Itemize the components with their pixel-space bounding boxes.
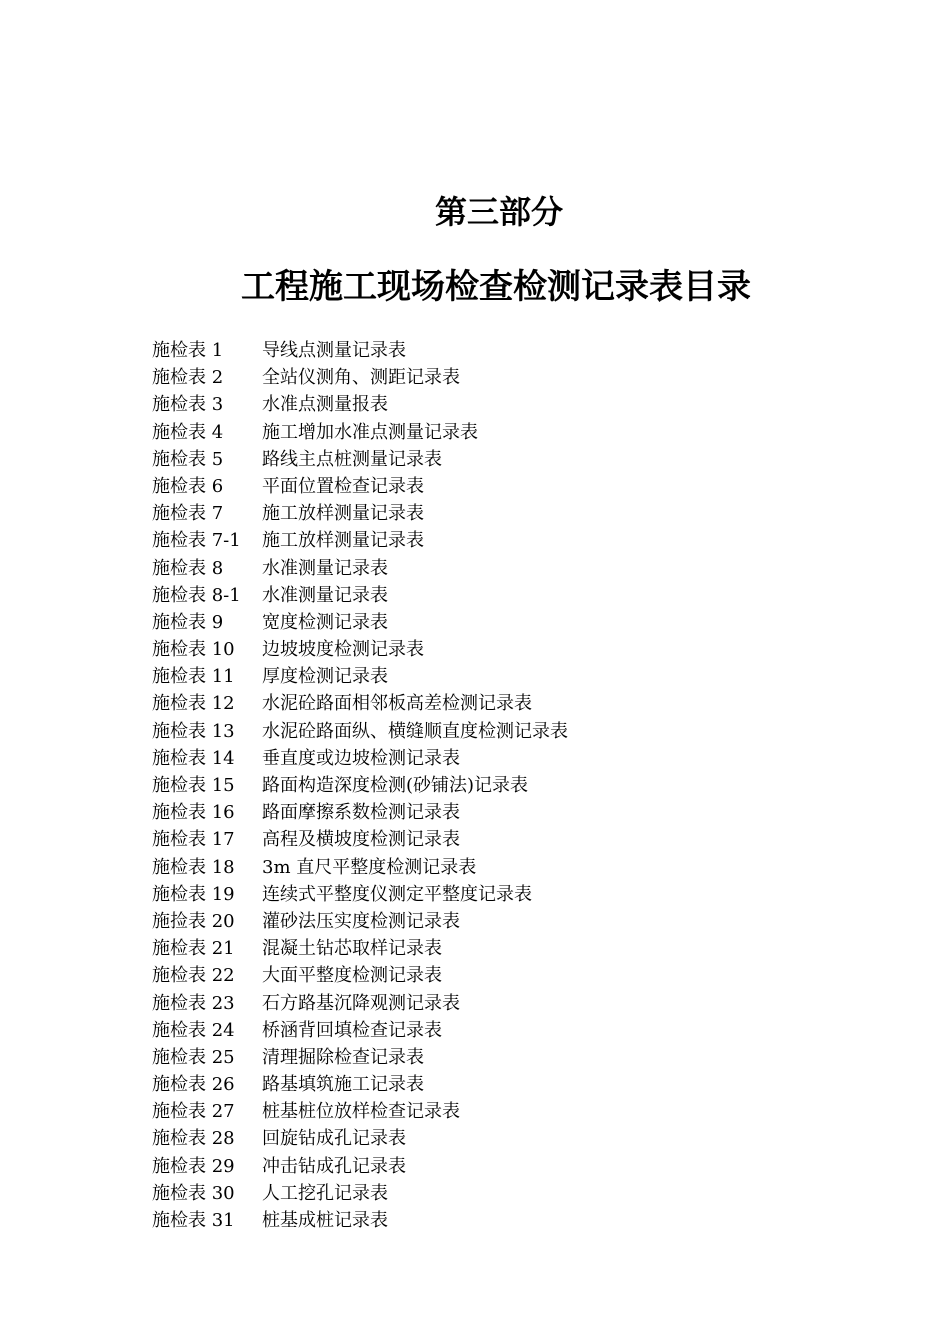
toc-name: 大面平整度检测记录表 [262,965,442,987]
toc-name: 施工放样测量记录表 [262,503,424,525]
toc-name: 平面位置检查记录表 [262,475,424,497]
toc-code: 施检表 4 [152,421,224,443]
toc-code: 施检表 31 [152,1210,235,1231]
toc-row [152,1071,568,1098]
toc-code: 施检表 5 [152,448,224,470]
toc-name: 全站仪测角、测距记录表 [262,367,460,389]
toc-code: 施检表 2 [152,367,224,389]
toc-name: 水准测量记录表 [262,557,388,579]
toc-name: 3m 直尺平整度检测记录表 [262,856,477,878]
toc-name: 桩基桩位放样检查记录表 [262,1101,460,1123]
toc-code: 施检表 19 [152,883,235,905]
toc-name: 导线点测量记录表 [262,340,406,361]
toc-code: 施检表 15 [152,775,235,796]
toc-code: 施检表 12 [152,693,235,715]
toc-code: 施检表 22 [152,965,235,987]
toc-code: 施检表 8-1 [152,584,241,606]
toc-row [152,527,568,554]
toc-code: 施检表 18 [152,856,235,878]
toc-code: 施检表 6 [152,475,224,497]
toc-name: 路线主点桩测量记录表 [262,448,442,470]
toc-name: 路基填筑施工记录表 [262,1074,424,1096]
toc-code: 施检表 17 [152,829,235,851]
toc-code: 施检表 10 [152,639,235,661]
toc-row [152,799,568,826]
toc-row [152,745,568,772]
toc-code: 施检表 25 [152,1046,235,1068]
toc-code: 施检表 23 [152,992,235,1014]
toc-row [152,582,568,609]
toc-name: 水准点测量报表 [262,394,388,416]
toc-code: 施检表 16 [152,802,235,824]
toc-row [152,500,568,527]
toc-name: 清理掘除检查记录表 [262,1046,424,1068]
toc-name: 冲击钻成孔记录表 [262,1155,406,1177]
toc-row [152,826,568,853]
toc-code: 施检表 28 [152,1128,235,1150]
toc-row [152,555,568,582]
toc-name: 人工挖孔记录表 [262,1182,388,1204]
toc-row [152,935,568,962]
toc-row [152,1180,568,1207]
toc-row [152,337,568,364]
toc-name: 连续式平整度仪测定平整度记录表 [262,883,532,905]
toc-row [152,364,568,391]
toc-code: 施检表 11 [152,666,235,688]
toc-list [152,337,568,1234]
toc-name: 石方路基沉降观测记录表 [262,992,460,1014]
toc-row [152,446,568,473]
toc-name: 回旋钻成孔记录表 [262,1128,406,1150]
toc-row [152,663,568,690]
toc-name: 水泥砼路面相邻板高差检测记录表 [262,693,532,715]
toc-name: 桥涵背回填检查记录表 [262,1019,442,1041]
toc-code: 施检表 8 [152,557,224,579]
toc-row [152,473,568,500]
toc-code: 施检表 7-1 [152,530,241,552]
toc-row [152,881,568,908]
toc-row [152,1017,568,1044]
toc-code: 施检表 7 [152,503,224,525]
toc-row [152,690,568,717]
toc-name: 施工放样测量记录表 [262,530,424,552]
toc-code: 施检表 26 [152,1074,235,1096]
toc-code: 施检表 1 [152,340,224,361]
toc-code: 施检表 30 [152,1182,235,1204]
toc-row [152,1125,568,1152]
part-title: 第三部分 [434,193,563,231]
toc-code: 施检表 13 [152,720,235,742]
toc-code: 施检表 24 [152,1019,235,1041]
toc-row [152,772,568,799]
toc-code: 施检表 27 [152,1101,235,1123]
toc-name: 厚度检测记录表 [262,666,388,688]
toc-code: 施检表 21 [152,938,235,960]
toc-code: 施检表 3 [152,394,224,416]
toc-code: 施捡表 20 [152,910,235,932]
toc-name: 边坡坡度检测记录表 [262,639,424,661]
toc-name: 高程及横坡度检测记录表 [262,829,460,851]
toc-row [152,1153,568,1180]
toc-name: 灌砂法压实度检测记录表 [262,910,460,932]
toc-name: 水泥砼路面纵、横缝顺直度检测记录表 [262,720,568,742]
toc-row [152,718,568,745]
toc-row [152,990,568,1017]
toc-name: 路面构造深度检测(砂铺法)记录表 [262,775,529,796]
toc-row [152,908,568,935]
toc-name: 桩基成桩记录表 [262,1210,388,1231]
toc-code: 施检表 29 [152,1155,235,1177]
toc-name: 垂直度或边坡检测记录表 [262,747,460,769]
toc-row [152,854,568,881]
toc-row [152,1044,568,1071]
toc-row [152,391,568,418]
toc-row [152,609,568,636]
toc-row [152,419,568,446]
toc-name: 宽度检测记录表 [262,611,388,633]
toc-row [152,1098,568,1125]
toc-name: 路面摩擦系数检测记录表 [262,802,460,824]
toc-code: 施检表 14 [152,747,235,769]
toc-row [152,636,568,663]
toc-name: 施工增加水准点测量记录表 [262,421,478,443]
toc-code: 施检表 9 [152,611,224,633]
toc-name: 混凝土钻芯取样记录表 [262,938,442,960]
toc-row [152,962,568,989]
toc-name: 水准测量记录表 [262,584,388,606]
page-title: 工程施工现场检查检测记录表目录 [241,267,751,307]
toc-row [152,1207,568,1234]
